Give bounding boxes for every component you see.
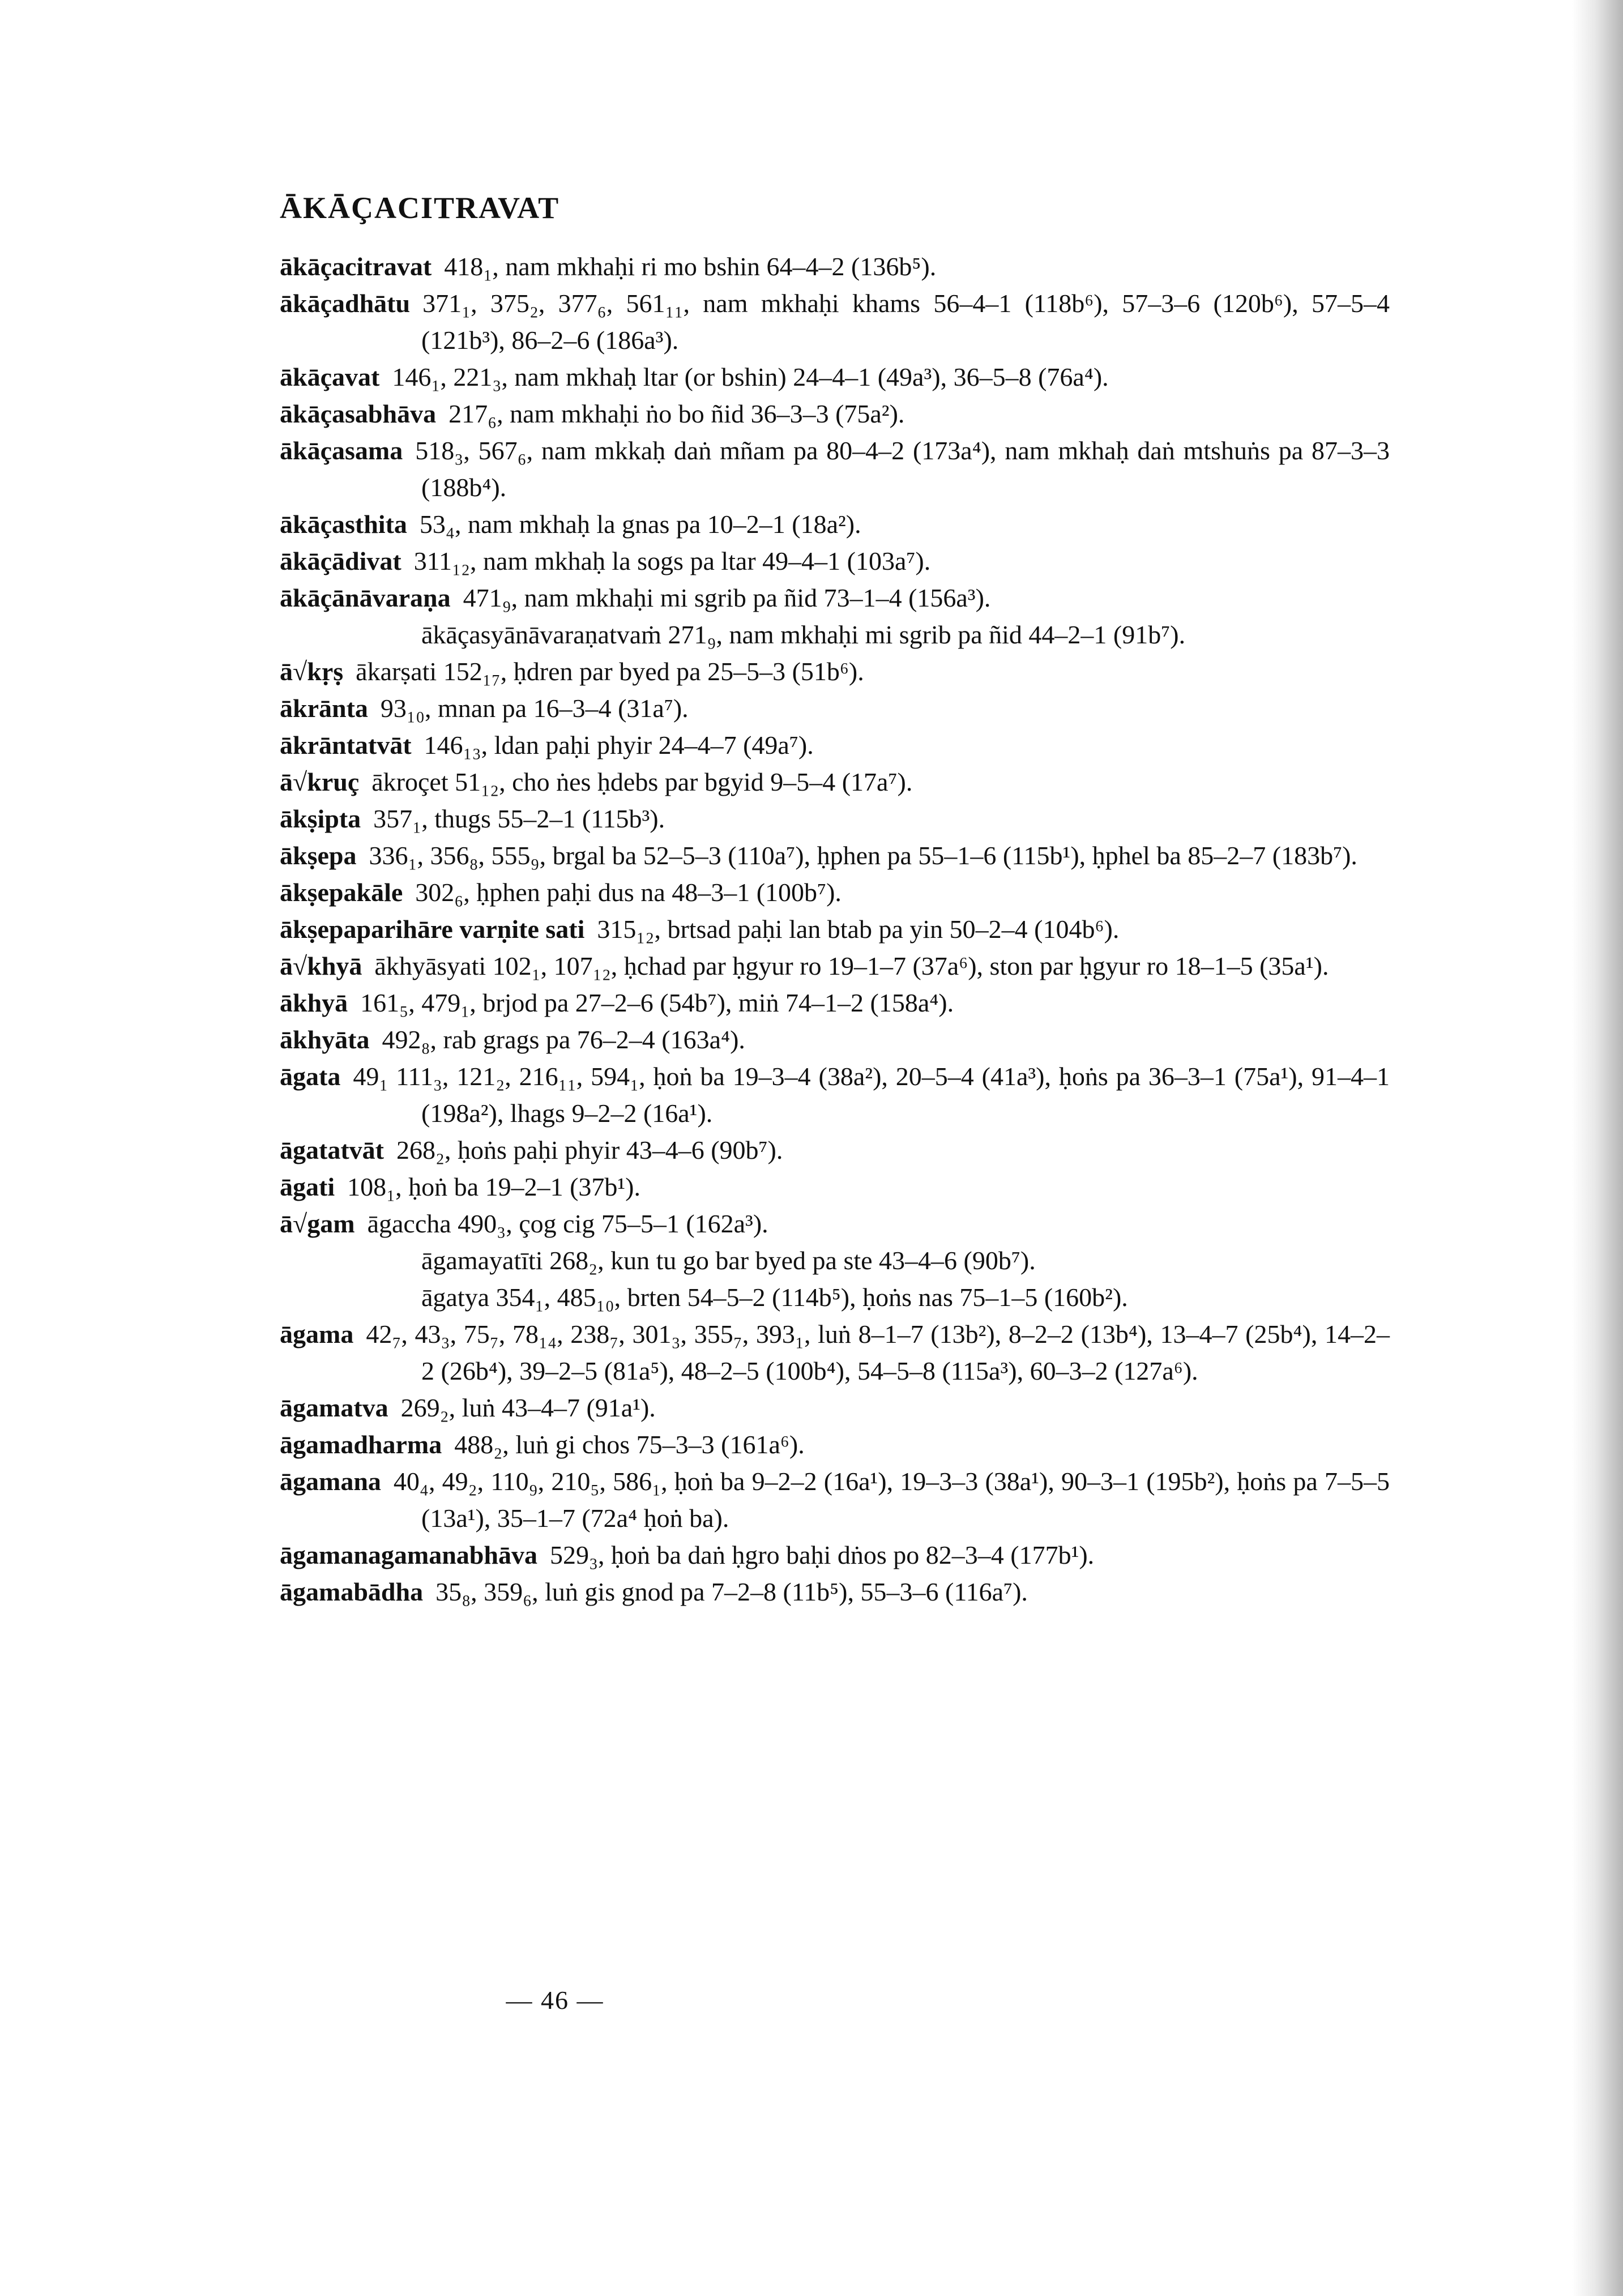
entry-headword: āgamatva — [280, 1393, 388, 1422]
dictionary-entry — [280, 1205, 1390, 1242]
entry-headword: ākāçādivat — [280, 547, 402, 575]
dictionary-entry — [280, 984, 1390, 1021]
dictionary-entry — [280, 248, 1390, 285]
dictionary-entry — [280, 1058, 1390, 1132]
entry-headword: ākāçacitravat — [280, 252, 432, 281]
entry-headword: ā√khyā — [280, 951, 362, 980]
dictionary-entry — [280, 948, 1390, 984]
dictionary-entry — [280, 1463, 1390, 1537]
dictionary-entry — [280, 1168, 1390, 1205]
running-head: ĀKĀÇACITRAVAT — [280, 191, 560, 225]
entry-headword: āgati — [280, 1172, 335, 1201]
dictionary-entry — [280, 1389, 1390, 1426]
entry-text: 42₇, 43₃, 75₇, 78₁₄, 238₇, 301₃, 355₇, 393₁, luṅ 8–1–7 (13b²), 8–2–2 (13b⁴), 13–4–7 (25b⁴), 14–2–2 (26b⁴), 39–2–5 (81a⁵), 48–2–5 (100b⁴), 54–5–8 (115a³), 60–3–2 (127a⁶). — [366, 1320, 1390, 1385]
dictionary-entry — [280, 690, 1390, 727]
dictionary-entry — [280, 359, 1390, 395]
entry-headword: ākṣepakāle — [280, 878, 403, 907]
entry-headword: ākrānta — [280, 694, 368, 723]
document-page — [280, 193, 1390, 1610]
dictionary-entry — [280, 579, 1390, 616]
entry-text: 357₁, thugs 55–2–1 (115b³). — [373, 804, 665, 833]
dictionary-entry — [280, 874, 1390, 911]
entry-list — [280, 248, 1390, 1610]
entry-headword: ākāçadhātu — [280, 289, 411, 318]
entry-headword: ā√gam — [280, 1209, 355, 1238]
entry-headword: ākāçavat — [280, 362, 380, 391]
dictionary-entry — [280, 432, 1390, 506]
entry-headword: ākāçasabhāva — [280, 399, 437, 428]
entry-headword: ā√kṛṣ — [280, 657, 344, 686]
entry-headword: āgamana — [280, 1467, 381, 1496]
dictionary-entry — [280, 285, 1390, 359]
dictionary-entry — [280, 763, 1390, 800]
dictionary-entry — [280, 395, 1390, 432]
entry-headword: āgamadharma — [280, 1430, 442, 1459]
entry-text: āgatya 354₁, 485₁₀, brten 54–5–2 (114b⁵), ḥoṅs nas 75–1–5 (160b²). — [421, 1283, 1128, 1312]
entry-text: 492₈, rab grags pa 76–2–4 (163a⁴). — [382, 1025, 745, 1054]
dictionary-entry — [280, 543, 1390, 579]
entry-text: 315₁₂, brtsad paḥi lan btab pa yin 50–2–4 (104b⁶). — [597, 915, 1120, 944]
page-number: — 46 — — [506, 1986, 604, 2015]
entry-text: 35₈, 359₆, luṅ gis gnod pa 7–2–8 (11b⁵), 55–3–6 (116a⁷). — [435, 1577, 1028, 1606]
entry-text: 336₁, 356₈, 555₉, brgal ba 52–5–3 (110a⁷), ḥphen pa 55–1–6 (115b¹), ḥphel ba 85–2–7 (183b⁷). — [369, 841, 1357, 870]
entry-text: 371₁, 375₂, 377₆, 561₁₁, nam mkhaḥi khams 56–4–1 (118b⁶), 57–3–6 (120b⁶), 57–5–4 (121b³), 86–2–6 (186a³). — [421, 289, 1390, 355]
entry-headword: āgata — [280, 1062, 341, 1091]
entry-text: 302₆, ḥphen paḥi dus na 48–3–1 (100b⁷). — [415, 878, 842, 907]
entry-text: 108₁, ḥoṅ ba 19–2–1 (37b¹). — [347, 1172, 640, 1201]
entry-headword: ākṣepa — [280, 841, 357, 870]
entry-headword: ā√kruç — [280, 767, 360, 796]
dictionary-entry — [280, 1021, 1390, 1058]
entry-headword: ākāçānāvaraṇa — [280, 583, 451, 612]
entry-text: 488₂, luṅ gi chos 75–3–3 (161a⁶). — [454, 1430, 805, 1459]
entry-text: 40₄, 49₂, 110₉, 210₅, 586₁, ḥoṅ ba 9–2–2 (16a¹), 19–3–3 (38a¹), 90–3–1 (195b²), ḥoṅs pa 7–5–5 (13a¹), 35–1–7 (72a⁴ ḥoṅ ba). — [393, 1467, 1390, 1533]
entry-text: 269₂, luṅ 43–4–7 (91a¹). — [400, 1393, 656, 1422]
dictionary-entry — [280, 727, 1390, 763]
entry-text: 311₁₂, nam mkhaḥ la sogs pa ltar 49–4–1 (103a⁷). — [413, 547, 931, 575]
entry-text: 471₉, nam mkhaḥi mi sgrib pa ñid 73–1–4 (156a³). — [463, 583, 991, 612]
entry-text: 161₅, 479₁, brjod pa 27–2–6 (54b⁷), miṅ 74–1–2 (158a⁴). — [360, 988, 954, 1017]
entry-text: 93₁₀, mnan pa 16–3–4 (31a⁷). — [380, 694, 689, 723]
dictionary-entry — [280, 1537, 1390, 1573]
dictionary-entry — [280, 506, 1390, 543]
entry-headword: āgamanagamanabhāva — [280, 1540, 537, 1569]
entry-text: āgaccha 490₃, çog cig 75–5–1 (162a³). — [367, 1209, 768, 1238]
entry-headword: āgatatvāt — [280, 1136, 384, 1164]
entry-headword: āgama — [280, 1320, 354, 1348]
dictionary-entry — [280, 1242, 1390, 1279]
dictionary-entry — [280, 911, 1390, 948]
entry-text: 268₂, ḥoṅs paḥi phyir 43–4–6 (90b⁷). — [396, 1136, 783, 1164]
entry-headword: ākāçasama — [280, 436, 403, 465]
dictionary-entry — [280, 653, 1390, 690]
entry-text: 418₁, nam mkhaḥi ri mo bshin 64–4–2 (136b⁵). — [444, 252, 937, 281]
entry-headword: āgamabādha — [280, 1577, 424, 1606]
dictionary-entry — [280, 800, 1390, 837]
dictionary-entry — [280, 616, 1390, 653]
entry-headword: ākṣepaparihāre varṇite sati — [280, 915, 585, 944]
dictionary-entry — [280, 837, 1390, 874]
entry-text: ākarṣati 152₁₇, ḥdren par byed pa 25–5–3 (51b⁶). — [356, 657, 864, 686]
entry-headword: ākrāntatvāt — [280, 731, 412, 759]
entry-headword: ākhyāta — [280, 1025, 370, 1054]
entry-text: āgamayatīti 268₂, kun tu go bar byed pa ste 43–4–6 (90b⁷). — [421, 1246, 1036, 1275]
dictionary-entry — [280, 1132, 1390, 1168]
entry-text: 49₁ 111₃, 121₂, 216₁₁, 594₁, ḥoṅ ba 19–3–4 (38a²), 20–5–4 (41a³), ḥoṅs pa 36–3–1 (75a¹), 91–4–1 (198a²), lhags 9–2–2 (16a¹). — [353, 1062, 1390, 1128]
entry-text: 53₄, nam mkhaḥ la gnas pa 10–2–1 (18a²). — [419, 510, 861, 539]
entry-text: ākroçet 51₁₂, cho ṅes ḥdebs par bgyid 9–5–4 (17a⁷). — [371, 767, 913, 796]
dictionary-entry — [280, 1316, 1390, 1389]
entry-text: 146₁, 221₃, nam mkhaḥ ltar (or bshin) 24–4–1 (49a³), 36–5–8 (76a⁴). — [392, 362, 1109, 391]
entry-text: ākhyāsyati 102₁, 107₁₂, ḥchad par ḥgyur ro 19–1–7 (37a⁶), ston par ḥgyur ro 18–1–5 (35a¹). — [374, 951, 1329, 980]
entry-text: 529₃, ḥoṅ ba daṅ ḥgro baḥi dṅos po 82–3–4 (177b¹). — [549, 1540, 1095, 1569]
dictionary-entry — [280, 1426, 1390, 1463]
entry-text: 217₆, nam mkhaḥi ṅo bo ñid 36–3–3 (75a²). — [449, 399, 905, 428]
entry-text: 518₃, 567₆, nam mkkaḥ daṅ mñam pa 80–4–2 (173a⁴), nam mkhaḥ daṅ mtshuṅs pa 87–3–3 (188b⁴). — [415, 436, 1390, 502]
dictionary-entry — [280, 1573, 1390, 1610]
entry-text: ākāçasyānāvaraṇatvaṁ 271₉, nam mkhaḥi mi sgrib pa ñid 44–2–1 (91b⁷). — [421, 620, 1186, 649]
entry-headword: ākṣipta — [280, 804, 361, 833]
entry-headword: ākhyā — [280, 988, 348, 1017]
scan-edge-shadow — [1572, 0, 1623, 2296]
dictionary-entry — [280, 1279, 1390, 1316]
entry-headword: ākāçasthita — [280, 510, 407, 539]
entry-text: 146₁₃, ldan paḥi phyir 24–4–7 (49a⁷). — [424, 731, 814, 759]
